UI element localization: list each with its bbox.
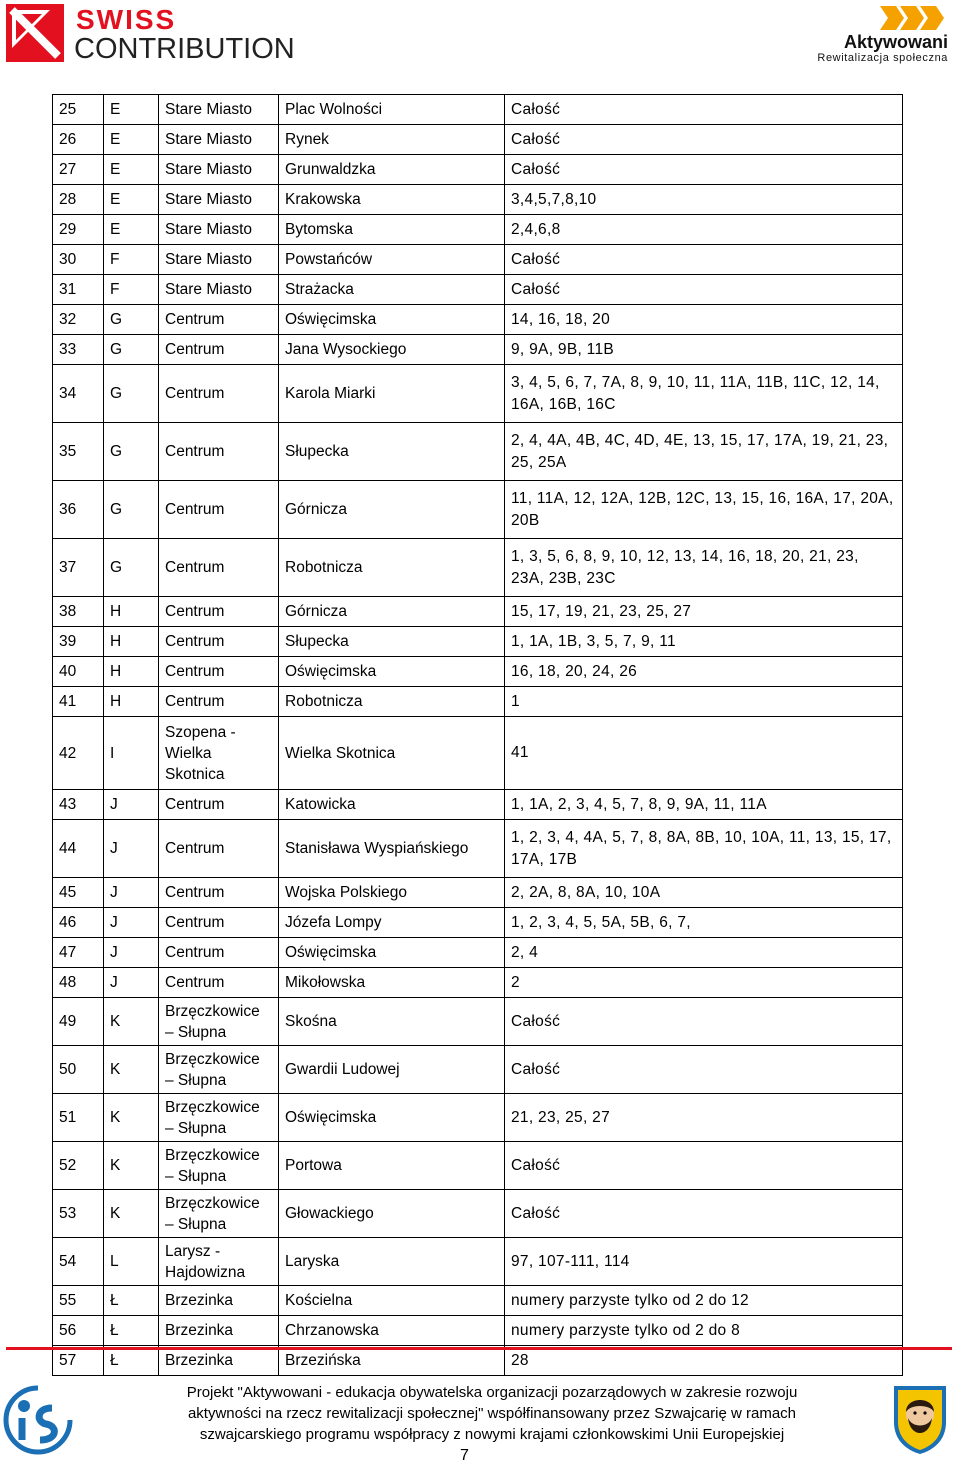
numbers-cell: 3,4,5,7,8,10	[505, 185, 903, 215]
district-cell: Centrum	[159, 481, 279, 539]
row-number-cell: 40	[53, 657, 104, 687]
street-cell: Krakowska	[279, 185, 505, 215]
zone-cell: E	[104, 95, 159, 125]
street-cell: Karola Miarki	[279, 365, 505, 423]
numbers-cell: 1, 3, 5, 6, 8, 9, 10, 12, 13, 14, 16, 18, 20, 21, 23, 23A, 23B, 23C	[505, 539, 903, 597]
district-cell: Centrum	[159, 687, 279, 717]
district-cell: Centrum	[159, 627, 279, 657]
zone-cell: K	[104, 1046, 159, 1094]
row-number-cell: 51	[53, 1094, 104, 1142]
table-row	[53, 275, 903, 305]
street-cell: Bytomska	[279, 215, 505, 245]
table-row	[53, 215, 903, 245]
street-cell: Oświęcimska	[279, 657, 505, 687]
numbers-cell: 16, 18, 20, 24, 26	[505, 657, 903, 687]
street-cell: Słupecka	[279, 627, 505, 657]
street-cell: Stanisława Wyspiańskiego	[279, 820, 505, 878]
numbers-cell: 2, 2A, 8, 8A, 10, 10A	[505, 878, 903, 908]
row-number-cell: 57	[53, 1346, 104, 1376]
district-cell: Centrum	[159, 878, 279, 908]
table-row	[53, 1142, 903, 1190]
zone-cell: J	[104, 968, 159, 998]
row-number-cell: 38	[53, 597, 104, 627]
table-row	[53, 627, 903, 657]
row-number-cell: 48	[53, 968, 104, 998]
footer-project-text	[142, 1382, 842, 1445]
district-cell: Brzęczkowice – Słupna	[159, 998, 279, 1046]
street-cell: Powstańców	[279, 245, 505, 275]
row-number-cell: 54	[53, 1238, 104, 1286]
table-row	[53, 597, 903, 627]
table-row	[53, 908, 903, 938]
streets-table	[52, 94, 903, 1376]
logo-swiss-text: SWISS	[76, 4, 177, 35]
numbers-cell: Całość	[505, 155, 903, 185]
numbers-cell: 14, 16, 18, 20	[505, 305, 903, 335]
table-row	[53, 365, 903, 423]
row-number-cell: 44	[53, 820, 104, 878]
row-number-cell: 28	[53, 185, 104, 215]
zone-cell: G	[104, 335, 159, 365]
street-cell: Skośna	[279, 998, 505, 1046]
numbers-cell: Całość	[505, 275, 903, 305]
numbers-cell: numery parzyste tylko od 2 do 12	[505, 1286, 903, 1316]
district-cell: Centrum	[159, 365, 279, 423]
zone-cell: E	[104, 155, 159, 185]
district-cell: Centrum	[159, 908, 279, 938]
table-row	[53, 125, 903, 155]
street-cell: Kościelna	[279, 1286, 505, 1316]
zone-cell: G	[104, 305, 159, 335]
street-cell: Głowackiego	[279, 1190, 505, 1238]
table-row	[53, 820, 903, 878]
district-cell: Brzęczkowice – Słupna	[159, 1046, 279, 1094]
zone-cell: G	[104, 539, 159, 597]
district-cell: Larysz - Hajdowizna	[159, 1238, 279, 1286]
district-cell: Szopena - Wielka Skotnica	[159, 717, 279, 790]
table-row	[53, 245, 903, 275]
city-crest-icon	[890, 1382, 950, 1456]
zone-cell: E	[104, 185, 159, 215]
numbers-cell: 1, 1A, 2, 3, 4, 5, 7, 8, 9, 9A, 11, 11A	[505, 790, 903, 820]
row-number-cell: 37	[53, 539, 104, 597]
table-row	[53, 1046, 903, 1094]
zone-cell: K	[104, 1190, 159, 1238]
zone-cell: J	[104, 938, 159, 968]
district-cell: Centrum	[159, 938, 279, 968]
myslowice-logo	[2, 1384, 74, 1456]
footer-line-3: szwajcarskiego programu współpracy z nowymi krajami członkowskimi Unii Europejskiej	[199, 1426, 785, 1443]
table-row	[53, 1346, 903, 1376]
street-cell: Wojska Polskiego	[279, 878, 505, 908]
table-row	[53, 305, 903, 335]
zone-cell: E	[104, 125, 159, 155]
row-number-cell: 49	[53, 998, 104, 1046]
table-row	[53, 335, 903, 365]
row-number-cell: 33	[53, 335, 104, 365]
district-cell: Brzęczkowice – Słupna	[159, 1142, 279, 1190]
numbers-cell: Całość	[505, 998, 903, 1046]
row-number-cell: 34	[53, 365, 104, 423]
zone-cell: E	[104, 215, 159, 245]
district-cell: Centrum	[159, 597, 279, 627]
table-row	[53, 185, 903, 215]
numbers-cell: 97, 107-111, 114	[505, 1238, 903, 1286]
zone-cell: Ł	[104, 1316, 159, 1346]
footer-divider	[6, 1347, 952, 1350]
street-cell: Robotnicza	[279, 539, 505, 597]
table-row	[53, 968, 903, 998]
table-row	[53, 717, 903, 790]
zone-cell: F	[104, 275, 159, 305]
zone-cell: H	[104, 597, 159, 627]
numbers-cell: Całość	[505, 1190, 903, 1238]
numbers-cell: 1, 2, 3, 4, 5, 5A, 5B, 6, 7,	[505, 908, 903, 938]
table-row	[53, 790, 903, 820]
arrows-icon	[878, 4, 948, 32]
district-cell: Stare Miasto	[159, 155, 279, 185]
district-cell: Brzezinka	[159, 1316, 279, 1346]
zone-cell: G	[104, 365, 159, 423]
street-cell: Gwardii Ludowej	[279, 1046, 505, 1094]
district-cell: Centrum	[159, 305, 279, 335]
numbers-cell: 41	[505, 717, 903, 790]
street-cell: Robotnicza	[279, 687, 505, 717]
street-cell: Katowicka	[279, 790, 505, 820]
numbers-cell: 28	[505, 1346, 903, 1376]
table-row	[53, 155, 903, 185]
zone-cell: I	[104, 717, 159, 790]
zone-cell: G	[104, 423, 159, 481]
numbers-cell: Całość	[505, 245, 903, 275]
row-number-cell: 42	[53, 717, 104, 790]
table-row	[53, 423, 903, 481]
numbers-cell: numery parzyste tylko od 2 do 8	[505, 1316, 903, 1346]
street-cell: Laryska	[279, 1238, 505, 1286]
zone-cell: F	[104, 245, 159, 275]
numbers-cell: 1, 2, 3, 4, 4A, 5, 7, 8, 8A, 8B, 10, 10A, 11, 13, 15, 17, 17A, 17B	[505, 820, 903, 878]
numbers-cell: 11, 11A, 12, 12A, 12B, 12C, 13, 15, 16, 16A, 17, 20A, 20B	[505, 481, 903, 539]
street-cell: Oświęcimska	[279, 938, 505, 968]
numbers-cell: Całość	[505, 1046, 903, 1094]
numbers-cell: 2,4,6,8	[505, 215, 903, 245]
numbers-cell: 2, 4	[505, 938, 903, 968]
street-cell: Górnicza	[279, 597, 505, 627]
street-cell: Grunwaldzka	[279, 155, 505, 185]
row-number-cell: 41	[53, 687, 104, 717]
table-row	[53, 1238, 903, 1286]
zone-cell: J	[104, 790, 159, 820]
page-number: 7	[460, 1447, 469, 1464]
numbers-cell: 1, 1A, 1B, 3, 5, 7, 9, 11	[505, 627, 903, 657]
district-cell: Stare Miasto	[159, 275, 279, 305]
table-row	[53, 878, 903, 908]
numbers-cell: Całość	[505, 95, 903, 125]
district-cell: Centrum	[159, 423, 279, 481]
zone-cell: J	[104, 878, 159, 908]
district-cell: Centrum	[159, 820, 279, 878]
zone-cell: K	[104, 1094, 159, 1142]
table-row	[53, 95, 903, 125]
district-cell: Stare Miasto	[159, 95, 279, 125]
swiss-flag-icon	[6, 4, 64, 62]
numbers-cell: 9, 9A, 9B, 11B	[505, 335, 903, 365]
zone-cell: J	[104, 820, 159, 878]
logo-contribution-text: CONTRIBUTION	[74, 33, 295, 65]
row-number-cell: 52	[53, 1142, 104, 1190]
table-row	[53, 1316, 903, 1346]
district-cell: Stare Miasto	[159, 125, 279, 155]
district-cell: Centrum	[159, 790, 279, 820]
street-cell: Chrzanowska	[279, 1316, 505, 1346]
row-number-cell: 53	[53, 1190, 104, 1238]
street-cell: Oświęcimska	[279, 1094, 505, 1142]
street-cell: Strażacka	[279, 275, 505, 305]
row-number-cell: 30	[53, 245, 104, 275]
row-number-cell: 45	[53, 878, 104, 908]
table-body	[53, 95, 903, 1376]
row-number-cell: 47	[53, 938, 104, 968]
numbers-cell: Całość	[505, 1142, 903, 1190]
district-cell: Centrum	[159, 335, 279, 365]
street-cell: Górnicza	[279, 481, 505, 539]
street-cell: Brzezińska	[279, 1346, 505, 1376]
street-cell: Mikołowska	[279, 968, 505, 998]
district-cell: Stare Miasto	[159, 215, 279, 245]
row-number-cell: 26	[53, 125, 104, 155]
numbers-cell: 3, 4, 5, 6, 7, 7A, 8, 9, 10, 11, 11A, 11B, 11C, 12, 14, 16A, 16B, 16C	[505, 365, 903, 423]
district-cell: Brzezinka	[159, 1346, 279, 1376]
numbers-cell: 2, 4, 4A, 4B, 4C, 4D, 4E, 13, 15, 17, 17A, 19, 21, 23, 25, 25A	[505, 423, 903, 481]
district-cell: Brzęczkowice – Słupna	[159, 1094, 279, 1142]
row-number-cell: 56	[53, 1316, 104, 1346]
numbers-cell: Całość	[505, 125, 903, 155]
numbers-cell: 2	[505, 968, 903, 998]
street-cell: Plac Wolności	[279, 95, 505, 125]
table-row	[53, 1190, 903, 1238]
table-row	[53, 1286, 903, 1316]
logo-aktywowani-text: Aktywowani	[843, 32, 948, 52]
aktywowani-logo	[802, 2, 952, 64]
table-row	[53, 481, 903, 539]
zone-cell: Ł	[104, 1346, 159, 1376]
numbers-cell: 1	[505, 687, 903, 717]
row-number-cell: 55	[53, 1286, 104, 1316]
district-cell: Centrum	[159, 539, 279, 597]
street-cell: Portowa	[279, 1142, 505, 1190]
zone-cell: H	[104, 687, 159, 717]
row-number-cell: 32	[53, 305, 104, 335]
numbers-cell: 21, 23, 25, 27	[505, 1094, 903, 1142]
table-row	[53, 1094, 903, 1142]
street-cell: Wielka Skotnica	[279, 717, 505, 790]
footer-line-1: Projekt "Aktywowani - edukacja obywatelska organizacji pozarządowych w zakresie rozwoju	[186, 1384, 798, 1401]
row-number-cell: 46	[53, 908, 104, 938]
zone-cell: K	[104, 1142, 159, 1190]
district-cell: Centrum	[159, 968, 279, 998]
street-cell: Jana Wysockiego	[279, 335, 505, 365]
table-row	[53, 938, 903, 968]
table-row	[53, 657, 903, 687]
district-cell: Brzezinka	[159, 1286, 279, 1316]
street-cell: Józefa Lompy	[279, 908, 505, 938]
zone-cell: K	[104, 998, 159, 1046]
zone-cell: H	[104, 657, 159, 687]
row-number-cell: 43	[53, 790, 104, 820]
row-number-cell: 25	[53, 95, 104, 125]
numbers-cell: 15, 17, 19, 21, 23, 25, 27	[505, 597, 903, 627]
row-number-cell: 39	[53, 627, 104, 657]
street-cell: Rynek	[279, 125, 505, 155]
row-number-cell: 35	[53, 423, 104, 481]
row-number-cell: 36	[53, 481, 104, 539]
street-cell: Słupecka	[279, 423, 505, 481]
district-cell: Centrum	[159, 657, 279, 687]
zone-cell: G	[104, 481, 159, 539]
zone-cell: H	[104, 627, 159, 657]
zone-cell: J	[104, 908, 159, 938]
street-cell: Oświęcimska	[279, 305, 505, 335]
row-number-cell: 27	[53, 155, 104, 185]
table-row	[53, 687, 903, 717]
district-cell: Stare Miasto	[159, 185, 279, 215]
district-cell: Stare Miasto	[159, 245, 279, 275]
row-number-cell: 50	[53, 1046, 104, 1094]
table-row	[53, 539, 903, 597]
row-number-cell: 29	[53, 215, 104, 245]
row-number-cell: 31	[53, 275, 104, 305]
zone-cell: L	[104, 1238, 159, 1286]
footer-line-2: aktywności na rzecz rewitalizacji społecznej" współfinansowany przez Szwajcarię w ramach	[187, 1405, 797, 1422]
logo-subtitle-text: Rewitalizacja społeczna	[817, 52, 948, 64]
zone-cell: Ł	[104, 1286, 159, 1316]
district-cell: Brzęczkowice – Słupna	[159, 1190, 279, 1238]
table-row	[53, 998, 903, 1046]
